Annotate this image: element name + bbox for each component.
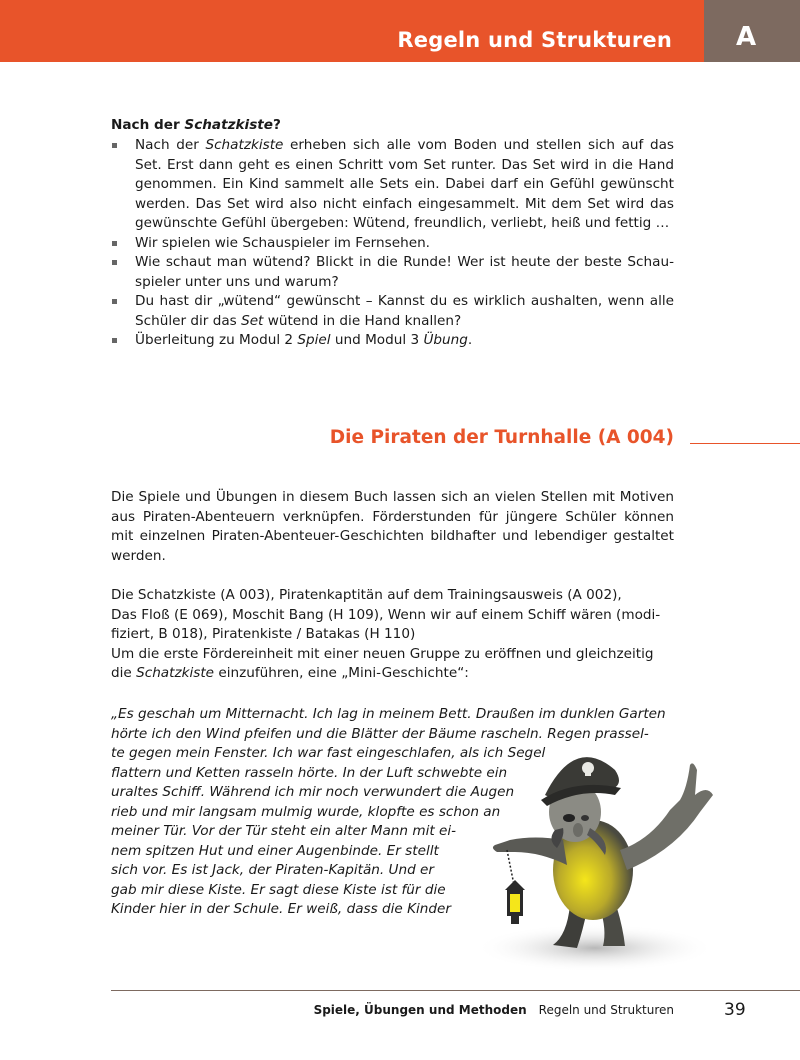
story-line: Kinder hier in der Schule. Er weiß, dass die Kinder [111,901,451,917]
story-line: nem spitzen Hut und einer Augenbinde. Er stellt [111,842,439,859]
story-line: meiner Tür. Vor der Tür steht ein alter Mann mit ei- [111,823,457,839]
title-rule [690,443,800,444]
chapter-tab [704,0,800,62]
list-item: Wie schaut man wütend? Blickt in die Runde! Wer ist heute der beste Schauspieler unter uns und warum? [111,253,674,292]
bullet-square-icon [112,143,117,148]
bullet-square-icon [112,338,117,343]
story-line: sich vor. Es ist Jack, der Piraten-Kapitän. Und er [111,862,435,878]
chapter-letter: A [735,22,757,52]
references-line: Das Floß (E 069), Moschit Bang (H 109), Wenn wir auf einem Schiff wären (modifiziert, B 018), Piratenkiste / Batakas (H 110) [111,606,661,642]
story-line: hörte ich den Wind pfeifen und die Blätter der Bäume rascheln. Regen prassel- [111,725,649,742]
story-line: gab mir diese Kiste. Er sagt diese Kiste ist für die [111,881,446,898]
intro-line: Um die erste Fördereinheit mit einer neuen Gruppe zu eröffnen und gleichzeitig die [111,645,654,681]
story-line: rieb und mir langsam mulmig wurde, klopfte es schon an [111,803,501,820]
chapter-name: Regeln und Strukturen [538,1003,674,1017]
references-paragraph: Die Schatzkiste (A 003), Piratenkaptitän auf dem Trainingsausweis (A 002), Das Floß (E 069), Moschit Bang (H 109), Wenn wir auf einem Schiff wären (modifiziert, B 018), Piratenkiste / Batakas (H 110) Um die erste Fördereinheit mit einer neuen Gruppe zu eröffnen und gleichzeitig die Schatzkiste einzuführen, eine „Mini-Geschichte“: [111,587,661,681]
bullet-square-icon [112,299,117,304]
story-line: „Es geschah um Mitternacht. Ich lag in meinem Bett. Draußen im dunklen Garten [111,706,666,722]
story-line: te gegen mein Fenster. Ich war fast eingeschlafen, als ich Segel [111,745,546,761]
list-item: Nach der Schatzkiste erheben sich alle vom Boden und stellen sich auf das Set. Erst dann geht es einen Schritt vom Set runter. Das Set wird in die Hand genommen. Ein Kind sammelt alle Sets ein. Dabei darf ein Gefühl gewünscht werden. Das Set wird also nicht einfach eingesammelt. Mit dem Set wird das gewünschte Gefühl übergeben: Wütend, freundlich, verliebt, heiß und fettig … [111,136,674,234]
list-item: Wir spielen wie Schauspieler im Fernsehen. [111,234,674,254]
bullet-list [111,136,674,351]
intro-paragraph: Die Spiele und Übungen in diesem Buch lassen sich an vielen Stellen mit Motiven aus Piraten-Abenteuern verknüpfen. Förderstunden für jüngere Schüler können mit einzelnen Piraten-Abenteuer-Geschichten bildhafter und lebendiger gestaltet werden. [111,489,674,564]
chapter-title: Regeln und Strukturen [397,28,672,52]
book-title: Spiele, Übungen und Methoden [313,1003,527,1017]
story-line: flattern und Ketten rasseln hörte. In der Luft schwebte ein [111,764,508,781]
footer-running-title [314,1003,674,1017]
list-item: Überleitung zu Modul 2 Spiel und Modul 3 Übung. [111,331,674,351]
section-heading: Nach der Schatzkiste? [111,117,281,133]
footer-rule [111,990,800,991]
pirate-illustration [475,740,725,975]
list-item: Du hast dir „wütend“ gewünscht – Kannst du es wirklich aushalten, wenn alle Schüler dir das Set wütend in die Hand knallen? [111,292,674,331]
references-line: Die Schatzkiste (A 003), Piratenkaptitän auf dem Trainingsausweis (A 002), [111,587,622,603]
bullet-square-icon [112,260,117,265]
page-number: 39 [724,1000,746,1020]
section-title: Die Piraten der Turnhalle (A 004) [329,427,674,448]
story-line: uraltes Schiff. Während ich mir noch verwundert die Augen [111,784,515,800]
bullet-square-icon [112,241,117,246]
